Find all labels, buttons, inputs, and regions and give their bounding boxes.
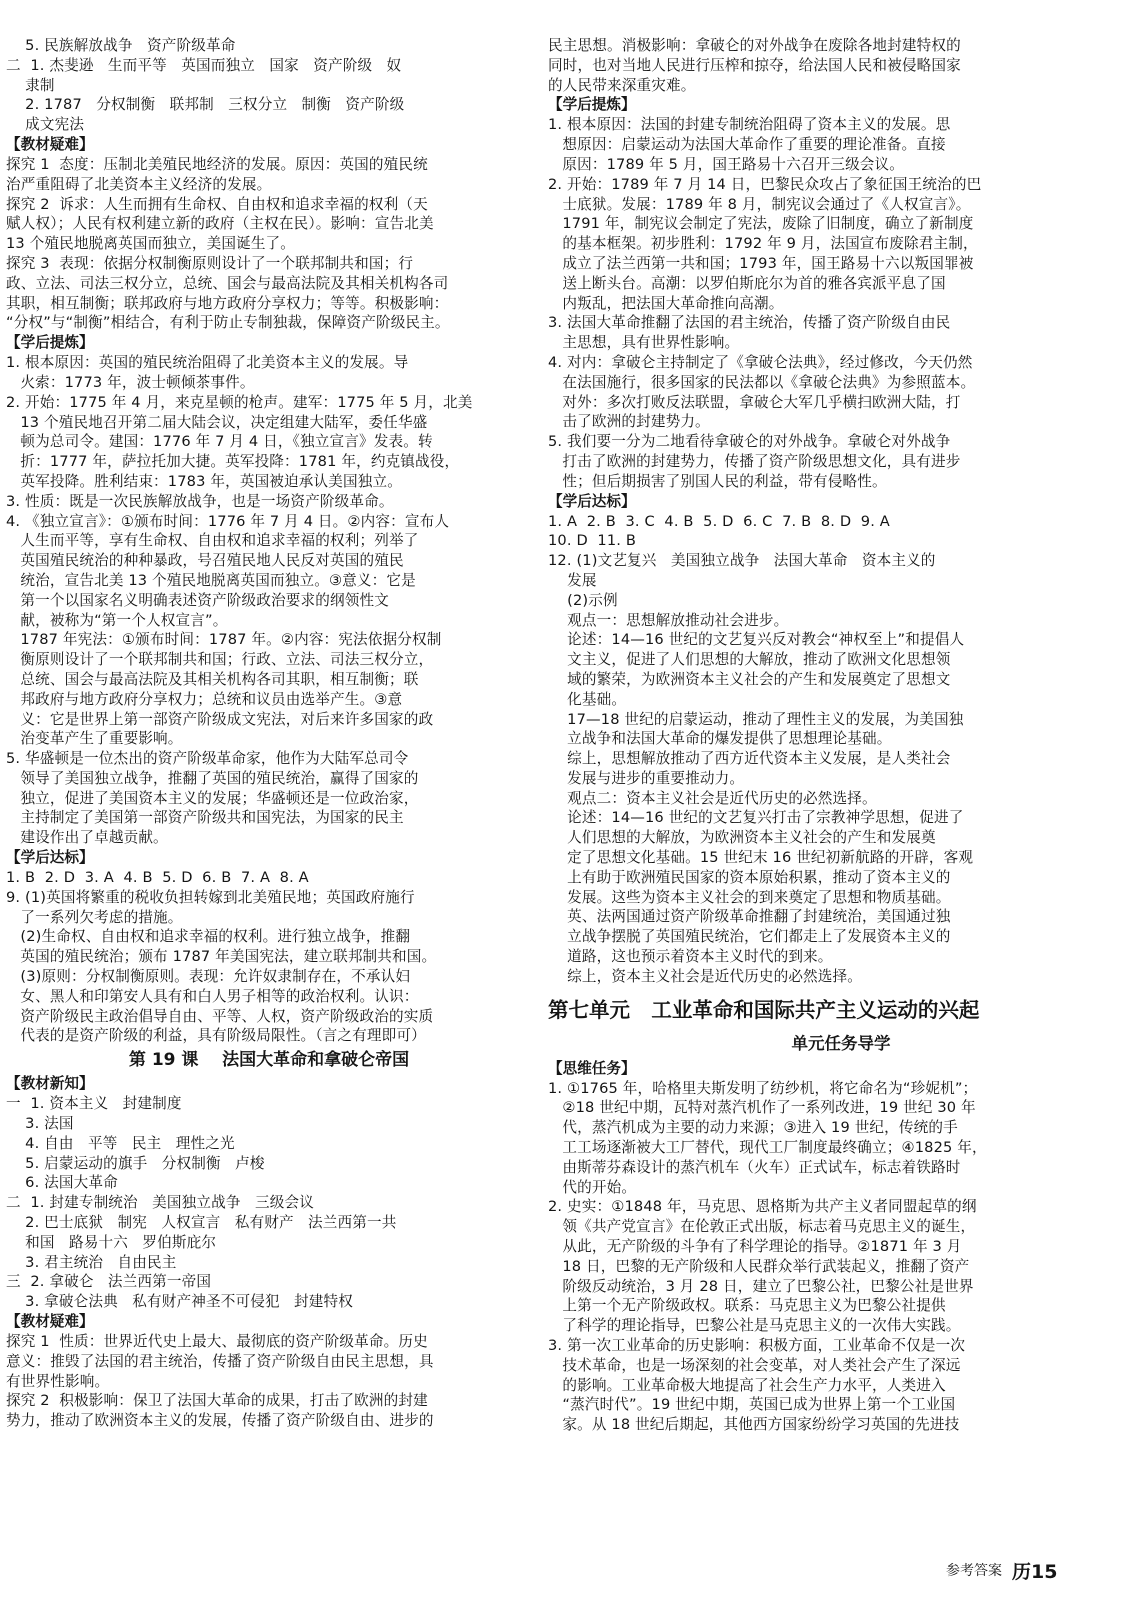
text-line: 发展与进步的重要推动力。 [548, 769, 745, 787]
text-line: 建设作出了卓越贡献。 [6, 829, 168, 847]
right-column [548, 36, 1134, 1435]
text-line: ②18 世纪中期，瓦特对蒸汽机作了一系列改进，19 世纪 30 年 [548, 1099, 976, 1117]
text-line: 其职，相互制衡；联邦政府与地方政府分享权力；等等。积极影响： [6, 294, 449, 312]
text-line: 折：1777 年，萨拉托加大捷。英军投降：1781 年，约克镇战役， [6, 453, 460, 471]
text-line: 势力，推动了欧洲资本主义的发展，传播了资产阶级自由、进步的 [6, 1412, 434, 1430]
text-line: 化基础。 [548, 690, 627, 708]
text-line: “分权”与“制衡”相结合，有利于防止专制独裁，保障资产阶级民主。 [6, 314, 450, 332]
text-line: 综上，思想解放推动了西方近代资本主义发展，是人类社会 [548, 750, 951, 768]
lesson-title: 第 19 课 法国大革命和拿破仑帝国 [128, 1050, 410, 1071]
text-line: 三 2. 拿破仑 法兰西第一帝国 [6, 1273, 212, 1291]
text-line: 英国的殖民统治；颁布 1787 年美国宪法，建立联邦制共和国。 [6, 948, 437, 966]
text-line: 想原因：启蒙运动为法国大革命作了重要的理论准备。直接 [548, 136, 946, 154]
text-line: 统治，宣告北美 13 个殖民地脱离英国而独立。③意义：它是 [6, 571, 416, 589]
section-heading: 【学后提炼】 [6, 334, 94, 352]
text-line: 上第一个无产阶级政权。联系：马克思主义为巴黎公社提供 [548, 1297, 946, 1315]
text-line: 18 日，巴黎的无产阶级和人民群众举行武装起义，推翻了资产 [548, 1257, 970, 1275]
text-line: 内叛乱，把法国大革命推向高潮。 [548, 294, 784, 312]
text-line: 域的繁荣，为欧洲资本主义社会的产生和发展奠定了思想文 [548, 670, 951, 688]
text-line: 义：它是世界上第一部资产阶级成文宪法，对后来许多国家的政 [6, 710, 434, 728]
footer-label: 参考答案 [946, 1563, 1002, 1579]
text-line: 观点一：思想解放推动社会进步。 [548, 611, 789, 629]
text-line: 2. 巴士底狱 制宪 人权宣言 私有财产 法兰西第一共 [6, 1214, 397, 1232]
text-line: 1787 年宪法：①颁布时间：1787 年。②内容：宪法依据分权制 [6, 631, 442, 649]
text-line: 发展。这些为资本主义社会的到来奠定了思想和物质基础。 [548, 888, 951, 906]
text-line: (3)原则：分权制衡原则。表现：允许奴隶制存在，不承认妇 [6, 968, 411, 986]
text-line: 主持制定了美国第一部资产阶级共和国宪法，为国家的民主 [6, 809, 404, 827]
text-line: 3. 法国大革命推翻了法国的君主统治，传播了资产阶级自由民 [548, 314, 951, 332]
text-line: 的人民带来深重灾难。 [548, 76, 696, 94]
text-line: 赋人权）；人民有权利建立新的政府（主权在民）。影响：宣告北美 [6, 215, 434, 233]
text-line: 火索：1773 年，波士顿倾茶事件。 [6, 373, 255, 391]
text-line: 在法国施行，很多国家的民法都以《拿破仑法典》为参照蓝本。 [548, 373, 976, 391]
text-line: 3. 君主统治 自由民主 [6, 1253, 177, 1271]
text-line: 2. 开始：1775 年 4 月，来克星顿的枪声。建军：1775 年 5 月，北美 [6, 393, 473, 411]
text-line: 6. 法国大革命 [6, 1174, 118, 1192]
text-line: 5. 民族解放战争 资产阶级革命 [6, 37, 236, 54]
text-line: 探究 1 性质：世界近代史上最大、最彻底的资产阶级革命。历史 [6, 1333, 428, 1351]
unit-title: 第七单元 工业革命和国际共产主义运动的兴起 [548, 997, 980, 1022]
text-line: 1. 根本原因：法国的封建专制统治阻碍了资本主义的发展。思 [548, 116, 951, 134]
text-line: 13 个殖民地召开第二届大陆会议，决定组建大陆军，委任华盛 [6, 413, 428, 431]
text-line: 9. (1)英国将繁重的税收负担转嫁到北美殖民地；英国政府施行 [6, 888, 415, 906]
text-line: 治严重阻碍了北美资本主义经济的发展。 [6, 175, 272, 193]
text-line: 第一个以国家名义明确表述资产阶级政治要求的纲领性文 [6, 591, 389, 609]
text-line: 立战争和法国大革命的爆发提供了思想理论基础。 [548, 730, 892, 748]
text-line: 立战争摆脱了英国殖民统治，它们都走上了发展资本主义的 [548, 928, 951, 946]
text-line: 发展 [548, 571, 597, 589]
text-line: 2. 开始：1789 年 7 月 14 日，巴黎民众攻占了象征国王统治的巴 [548, 175, 982, 193]
text-line: 对外：多次打败反法联盟，拿破仑大军几乎横扫欧洲大陆，打 [548, 393, 961, 411]
text-line: 成文宪法 [6, 116, 85, 134]
text-line: 由斯蒂芬森设计的蒸汽机车（火车）正式试车，标志着铁路时 [548, 1158, 961, 1176]
text-line: 衡原则设计了一个联邦制共和国；行政、立法、司法三权分立， [6, 651, 434, 669]
text-line: 英、法两国通过资产阶级革命推翻了封建统治，美国通过独 [548, 908, 951, 926]
text-line: 论述：14—16 世纪的文艺复兴打击了宗教神学思想，促进了 [548, 809, 964, 827]
text-line: 论述：14—16 世纪的文艺复兴反对教会“神权至上”和提倡人 [548, 631, 965, 649]
text-line: 的基本框架。初步胜利：1792 年 9 月，法国宣布废除君主制， [548, 235, 978, 253]
text-line: (2)示例 [548, 591, 618, 609]
text-line: 3. 性质：既是一次民族解放战争，也是一场资产阶级革命。 [6, 492, 394, 510]
text-line: 文主义，促进了人们思想的大解放，推动了欧洲文化思想领 [548, 651, 951, 669]
text-line: 3. 第一次工业革命的历史影响：积极方面，工业革命不仅是一次 [548, 1337, 966, 1355]
text-line: 独立，促进了美国资本主义的发展；华盛顿还是一位政治家， [6, 789, 419, 807]
text-line: 综上，资本主义社会是近代历史的必然选择。 [548, 967, 863, 985]
text-line: 同时，也对当地人民进行压榨和掠夺，给法国人民和被侵略国家 [548, 56, 961, 74]
text-line: 代的开始。 [548, 1178, 637, 1196]
text-line: 的影响。工业革命极大地提高了社会生产力水平，人类进入 [548, 1376, 946, 1394]
text-line: 了科学的理论指导，巴黎公社是马克思主义的一次伟大实践。 [548, 1317, 961, 1335]
text-line: 代，蒸汽机成为主要的动力来源；③进入 19 世纪，传统的手 [548, 1119, 958, 1137]
text-line: 4. 自由 平等 民主 理性之光 [6, 1134, 235, 1152]
section-heading: 【教材新知】 [6, 1075, 94, 1093]
text-line: 士底狱。发展：1789 年 8 月，制宪议会通过了《人权宣言》。 [548, 195, 971, 213]
section-heading: 【学后达标】 [6, 849, 94, 867]
text-line: 英国殖民统治的种种暴政，号召殖民地人民反对英国的殖民 [6, 552, 404, 570]
text-line: 原因：1789 年 5 月，国王路易十六召开三级会议。 [548, 155, 905, 173]
text-line: 2. 史实：①1848 年，马克思、恩格斯为共产主义者同盟起草的纲 [548, 1198, 977, 1216]
text-line: 一 1. 资本主义 封建制度 [6, 1095, 182, 1113]
text-line: 定了思想文化基础。15 世纪末 16 世纪初新航路的开辟，客观 [548, 849, 974, 867]
text-line: 顿为总司令。建国：1776 年 7 月 4 日，《独立宣言》发表。转 [6, 433, 433, 451]
text-line: 隶制 [6, 76, 55, 94]
text-line: 二 1. 封建专制统治 美国独立战争 三级会议 [6, 1194, 314, 1212]
text-line: 送上断头台。高潮：以罗伯斯庇尔为首的雅各宾派平息了国 [548, 274, 946, 292]
text-line: 总统、国会与最高法院及其相关机构各司其职，相互制衡；联 [6, 670, 419, 688]
text-line: 探究 1 态度：压制北美殖民地经济的发展。原因：英国的殖民统 [6, 155, 428, 173]
text-line: 1. 根本原因：英国的殖民统治阻碍了北美资本主义的发展。导 [6, 354, 409, 372]
text-line: 邦政府与地方政府分享权力；总统和议员由选举产生。③意 [6, 690, 403, 708]
text-line: 女、黑人和印第安人具有和白人男子相等的政治权利。认识： [6, 987, 419, 1005]
section-heading: 【教材疑难】 [6, 1313, 94, 1331]
text-line: 英军投降。胜利结束：1783 年，英国被迫承认美国独立。 [6, 472, 403, 490]
text-line: 1. B 2. D 3. A 4. B 5. D 6. B 7. A 8. A [6, 869, 309, 887]
text-line: 了一系列欠考虑的措施。 [6, 908, 183, 926]
text-line: 探究 3 表现：依据分权制衡原则设计了一个联邦制共和国；行 [6, 254, 414, 272]
text-line: 人生而平等，享有生命权、自由权和追求幸福的权利；列举了 [6, 532, 419, 550]
page-footer [946, 1557, 1057, 1583]
text-line: 性；但后期损害了别国人民的利益，带有侵略性。 [548, 472, 887, 490]
unit-subtitle: 单元任务导学 [791, 1033, 891, 1053]
text-line: 治变革产生了重要影响。 [6, 730, 183, 748]
text-line: 政、立法、司法三权分立，总统、国会与最高法院及其相关机构各司 [6, 274, 449, 292]
page-number: 历15 [1012, 1560, 1058, 1583]
text-line: 献，被称为“第一个人权宣言”。 [6, 611, 228, 629]
text-line: 1. ①1765 年，哈格里夫斯发明了纺纱机，将它命名为“珍妮机”； [548, 1079, 978, 1097]
text-line: 技术革命，也是一场深刻的社会变革，对人类社会产生了深远 [548, 1356, 961, 1374]
text-line: 主思想，具有世界性影响。 [548, 334, 740, 352]
section-heading: 【学后提炼】 [548, 96, 636, 114]
text-line: 人们思想的大解放，为欧洲资本主义社会的产生和发展奠 [548, 829, 936, 847]
text-line: 12. (1)文艺复兴 美国独立战争 法国大革命 资本主义的 [548, 552, 936, 570]
text-line: 资产阶级民主政治倡导自由、平等、人权，资产阶级政治的实质 [6, 1007, 434, 1025]
text-line: 5. 我们要一分为二地看待拿破仑的对外战争。拿破仑对外战争 [548, 433, 951, 451]
text-line: 家。从 18 世纪后期起，其他西方国家纷纷学习英国的先进技 [548, 1416, 960, 1434]
text-line: 17—18 世纪的启蒙运动，推动了理性主义的发展，为美国独 [548, 710, 964, 728]
text-line: 工工场逐渐被大工厂替代，现代工厂制度最终确立；④1825 年， [548, 1139, 987, 1157]
text-line: 5. 华盛顿是一位杰出的资产阶级革命家，他作为大陆军总司令 [6, 750, 409, 768]
text-line: 3. 拿破仑法典 私有财产神圣不可侵犯 封建特权 [6, 1293, 354, 1311]
text-line: 探究 2 积极影响：保卫了法国大革命的成果，打击了欧洲的封建 [6, 1392, 428, 1410]
text-line: 1791 年，制宪议会制定了宪法，废除了旧制度，确立了新制度 [548, 215, 974, 233]
text-line: (2)生命权、自由权和追求幸福的权利。进行独立战争，推翻 [6, 928, 411, 946]
text-line: 民主思想。消极影响：拿破仑的对外战争在废除各地封建特权的 [548, 37, 961, 54]
section-heading: 【教材疑难】 [6, 135, 94, 153]
text-line: 阶级反动统治，3 月 28 日，建立了巴黎公社，巴黎公社是世界 [548, 1277, 974, 1295]
section-heading: 【思维任务】 [548, 1059, 636, 1077]
left-column [6, 36, 532, 1431]
text-line: 代表的是资产阶级的利益，具有阶级局限性。（言之有理即可） [6, 1027, 426, 1045]
text-line: 二 1. 杰斐逊 生而平等 英国而独立 国家 资产阶级 奴 [6, 56, 402, 74]
text-line: 意义：推毁了法国的君主统治，传播了资产阶级自由民主思想，具 [6, 1352, 434, 1370]
text-line: 有世界性影响。 [6, 1372, 110, 1390]
text-line: 4. 《独立宣言》：①颁布时间：1776 年 7 月 4 日。②内容：宣布人 [6, 512, 450, 530]
text-line: 和国 路易十六 罗伯斯庇尔 [6, 1233, 217, 1251]
text-line: 领《共产党宣言》在伦敦正式出版，标志着马克思主义的诞生， [548, 1218, 976, 1236]
text-line: 领导了美国独立战争，推翻了英国的殖民统治，赢得了国家的 [6, 769, 419, 787]
text-line: 道路，这也预示着资本主义时代的到来。 [548, 948, 833, 966]
text-line: 3. 法国 [6, 1115, 74, 1133]
text-line: 10. D 11. B [548, 532, 637, 550]
text-line: 2. 1787 分权制衡 联邦制 三权分立 制衡 资产阶级 [6, 96, 405, 114]
text-line: 1. A 2. B 3. C 4. B 5. D 6. C 7. B 8. D 9. A [548, 512, 890, 530]
text-line: 探究 2 诉求：人生而拥有生命权、自由权和追求幸福的权利（天 [6, 195, 428, 213]
text-line: 击了欧洲的封建势力。 [548, 413, 710, 431]
text-line: 观点二：资本主义社会是近代历史的必然选择。 [548, 789, 877, 807]
text-line: 13 个殖民地脱离英国而独立，美国诞生了。 [6, 235, 296, 253]
section-heading: 【学后达标】 [548, 492, 636, 510]
text-line: 打击了欧洲的封建势力，传播了资产阶级思想文化，具有进步 [548, 452, 961, 470]
text-line: 4. 对内：拿破仑主持制定了《拿破仑法典》，经过修改，今天仍然 [548, 353, 973, 371]
text-line: 5. 启蒙运动的旗手 分权制衡 卢梭 [6, 1154, 265, 1172]
text-line: 从此，无产阶级的斗争有了科学理论的指导。②1871 年 3 月 [548, 1238, 962, 1256]
text-line: “蒸汽时代”。19 世纪中期，英国已成为世界上第一个工业国 [548, 1396, 956, 1414]
text-line: 上有助于欧洲殖民国家的资本原始积累，推动了资本主义的 [548, 868, 951, 886]
text-line: 成立了法兰西第一共和国；1793 年，国王路易十六以叛国罪被 [548, 254, 974, 272]
